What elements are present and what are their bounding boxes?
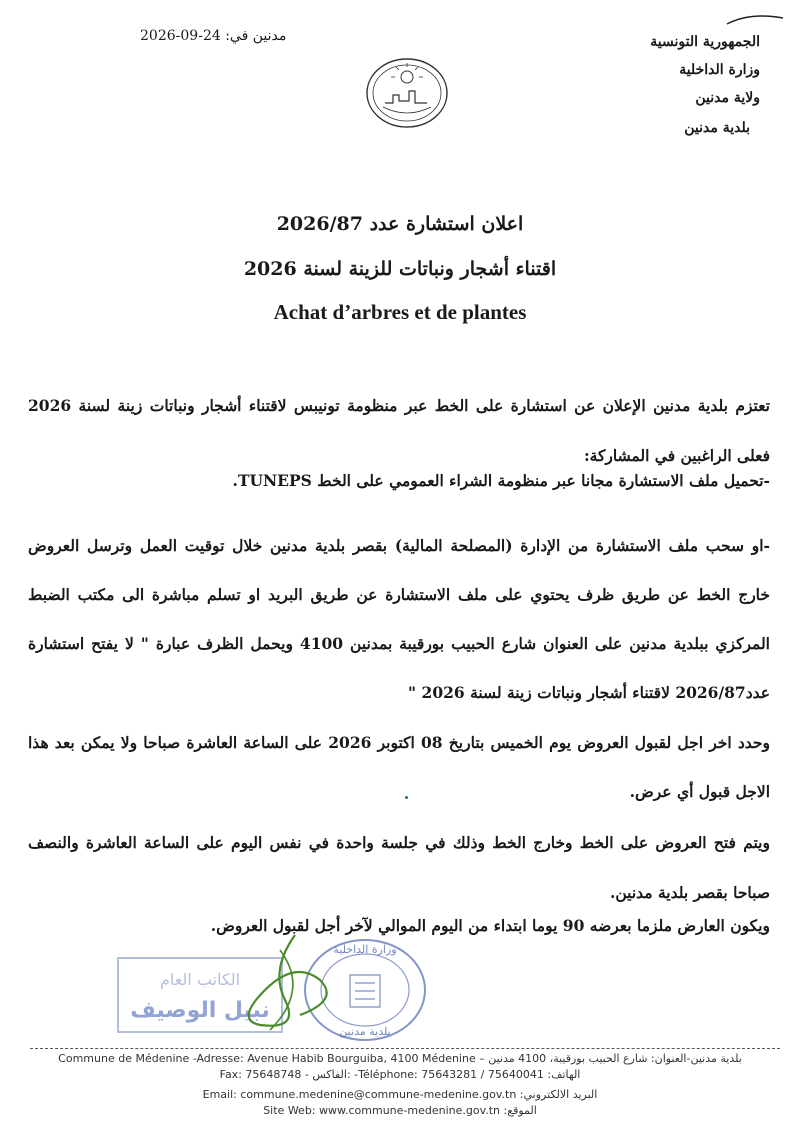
body-paragraph-intro: تعتزم بلدية مدنين الإعلان عن استشارة على الخط عبر منظومة تونيبس لاقتناء أشجار ونباتات زينة لسنة 2026 فعلى الراغبين في المشاركة: <box>28 396 770 465</box>
body-paragraph-validity: ويكون العارض ملزما بعرضه 90 يوما ابتداء من اليوم الموالي لآخر أجل لقبول العروض. <box>210 916 770 935</box>
footer-phone-fax: Fax: 75648748 - الفاكس: -Téléphone: 75643281 / 75640041 :الهاتف <box>219 1068 581 1081</box>
announcement-title: اعلان استشارة عدد 2026/87 <box>276 213 524 235</box>
handwritten-signature <box>240 930 350 1040</box>
header-ministry: وزارة الداخلية <box>679 62 760 78</box>
header-governorate: ولاية مدنين <box>695 90 760 106</box>
municipality-logo <box>365 55 450 130</box>
round-stamp-bottom-text: بلدية مدنين <box>339 1025 391 1038</box>
round-stamp-top-text: وزارة الداخلية <box>333 943 397 956</box>
stamp-title-text: الكاتب العام <box>159 970 241 989</box>
footer-email: Email: commune.medenine@commune-medenine.gov.tn :البريد الالكتروني <box>202 1088 598 1101</box>
footer-divider <box>30 1048 780 1049</box>
announcement-subject-french: Achat d’arbres et de plantes <box>273 300 527 324</box>
ink-speck <box>405 796 408 799</box>
announcement-subject: اقتناء أشجار ونباتات للزينة لسنة 2026 <box>243 258 557 280</box>
footer-website: Site Web: www.commune-medenine.gov.tn :الموقع <box>263 1104 537 1117</box>
body-paragraph-withdraw: -او سحب ملف الاستشارة من الإدارة (المصلحة المالية) بقصر بلدية مدنين خلال توقيت العمل وترسل العروض خارج الخط عن طريق ظرف يحتوي على ملف الاستشارة عن طريق البريد او تسلم مباشرة الى مكتب الضبط المركزي ببلدية مدنين على العنوان شارع الحبيب بورقيبة بمدنين 4100 ويحمل الظرف عبارة " لا يفتح استشارة عدد2026/87 لاقتناء أشجار ونباتات زينة لسنة 2026 " <box>28 536 770 702</box>
header-municipality: بلدية مدنين <box>684 120 750 136</box>
document-date: مدنين في: 24-09-2026 <box>140 28 287 44</box>
body-paragraph-download: -تحميل ملف الاستشارة مجانا عبر منظومة الشراء العمومي على الخط TUNEPS. <box>232 471 770 490</box>
handwritten-corner-mark <box>725 8 785 28</box>
stamp-name-text: نبيل الوصيف <box>130 998 270 1023</box>
header-republic: الجمهورية التونسية <box>650 34 760 50</box>
body-paragraph-deadline: وحدد اخر اجل لقبول العروض يوم الخميس بتاريخ 08 اكتوبر 2026 على الساعة العاشرة صباحا ولا يمكن بعد هذا الاجل قبول أي عرض. <box>28 733 770 801</box>
body-paragraph-opening: ويتم فتح العروض على الخط وخارج الخط وذلك في جلسة واحدة في نفس اليوم على الساعة العاشرة والنصف صباحا بقصر بلدية مدنين. <box>28 833 770 902</box>
footer-address: Commune de Médenine -Adresse: Avenue Habib Bourguiba, 4100 Médenine – بلدية مدنين-العنوان: شارع الحبيب بورقيبة، 4100 مدنين <box>58 1052 742 1065</box>
